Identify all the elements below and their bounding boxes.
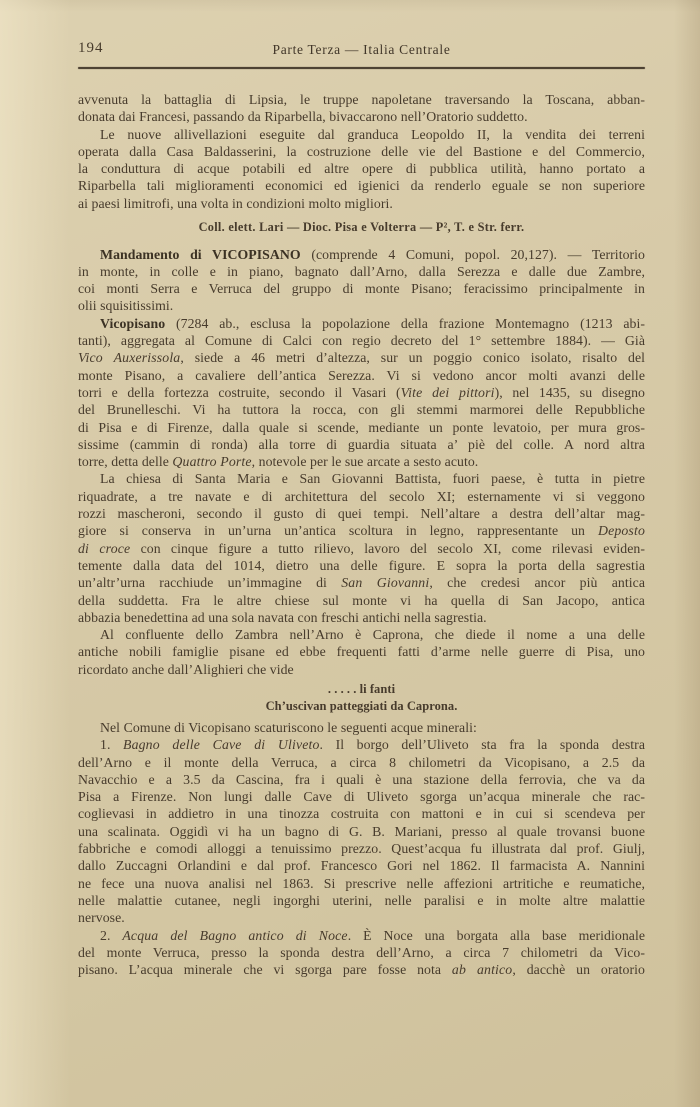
text-line: dell’Arno e il monte della Verruca, a circa 8 chilometri da Vicopisano, a 2.5 da <box>78 754 645 770</box>
text-line: di croce con cinque figure a tutto rilievo, lavoro del secolo XI, come rilevasi eviden- <box>78 540 645 556</box>
text-line: 1. Bagno delle Cave di Uliveto. Il borgo dell’Uliveto sta fra la sponda destra <box>100 737 645 753</box>
vicopisano-paragraph <box>78 315 645 471</box>
acque-minerali-intro <box>78 719 645 736</box>
text-line: Pisa a Firenze. Non lungi dalle Cave di Uliveto sgorga un’acqua minerale che rac- <box>78 789 645 805</box>
header-rule <box>78 67 645 69</box>
text-line: ne fece una nuova analisi nel 1863. Si prescrive nelle affezioni artritiche e reumatiche, <box>78 875 645 891</box>
text-line: olii squisitissimi. <box>78 298 174 314</box>
mandamento-paragraph <box>78 246 645 315</box>
text-line: coi monti Serra e Verruca del gruppo di monte Pisano; feracissimo principalmente in <box>78 281 645 297</box>
text-line: monte Pisano, a cavaliere dell’antica Serezza. Vi si vedono ancor molti avanzi delle <box>78 367 645 383</box>
text-line: Coll. elett. Lari — Dioc. Pisa e Volterra — P², T. e Str. ferr. <box>198 220 525 235</box>
text-line: temente dalla data del 1014, dietro una delle figure. E sopra la porta della sagrestia <box>78 557 645 573</box>
text-line: torre, detta delle Quattro Porte, notevole per le sue arcate a sesto acuto. <box>78 454 479 470</box>
text-line: 2. Acqua del Bagno antico di Noce. È Noce una borgata alla base meridionale <box>100 927 646 943</box>
text-line: nelle malattie cutanee, negli ingorghi uterini, nelle paralisi e in molte altre malattie <box>78 892 645 908</box>
acqua-noce-paragraph <box>78 927 645 979</box>
text-line: sissime (cammin di ronda) alla torre di guardia situata a’ piè del colle. A nord altra <box>78 436 645 452</box>
text-line: nervose. <box>78 910 125 926</box>
text-line: riquadrate, a tre navate e di architettura del secolo XI; esternamente vi si veggono <box>78 488 645 504</box>
text-line: avvenuta la battaglia di Lipsia, le truppe napoletane traversando la Toscana, abban- <box>78 92 645 107</box>
text-line: operata dalla Casa Baldasserini, la costruzione delle vie del Bastione e del Commercio, <box>78 143 645 159</box>
text-line: tanti), aggregata al Comune di Calci con regio decreto del 1° settembre 1884). — Già <box>78 333 645 349</box>
text-line: abbazia benedettina ad una sola navata con freschi antichi nella sagrestia. <box>78 609 487 625</box>
text-line: fabbriche e comodi alloggi a tenuissimo prezzo. Quest’acqua fu illustrata dal prof. Giulj, <box>78 841 645 857</box>
text-line: la conduttura di acque potabili ed altre opere di pubblica utilità, hanno portato a <box>78 161 645 177</box>
chiesa-paragraph <box>78 470 645 626</box>
text-line: torri e della fortezza costruite, secondo il Vasari (Vite dei pittori), nel 1435, su disegno <box>78 384 645 400</box>
text-line: Le nuove allivellazioni eseguite dal granduca Leopoldo II, la vendita dei terreni <box>100 126 645 142</box>
text-line: La chiesa di Santa Maria e San Giovanni Battista, fuori paese, è tutta in pietre <box>100 471 645 487</box>
continuation-paragraph <box>78 91 645 212</box>
page-body-text <box>78 91 645 978</box>
text-line: della suddetta. Fra le altre chiese sul monte vi ha quella di San Jacopo, antica <box>78 592 645 608</box>
text-line: coglievasi in addietro in una tinozza costruita con mattoni e in cui si scendeva per <box>78 806 645 822</box>
text-line: Ch’uscivan patteggiati da Caprona. <box>265 698 458 713</box>
text-line: pisano. L’acqua minerale che vi sgorga pare fosse nota ab antico, dacchè un oratorio <box>78 962 645 978</box>
text-line: Vicopisano (7284 ab., esclusa la popolazione della frazione Montemagno (1213 abi- <box>100 315 645 331</box>
text-line: ai paesi limitrofi, una volta in condizioni molto migliori. <box>78 195 393 211</box>
text-line: del Brunelleschi. Vi ha tuttora la rocca, con gli stemmi marmorei delle Repubbliche <box>78 402 645 418</box>
text-line: giore si conserva in un’urna un’antica scoltura in legno, rappresentante un Deposto <box>78 523 645 539</box>
text-line: del monte Verruca, presso la sponda destra dell’Arno, a circa 7 chilometri da Vico- <box>78 944 645 960</box>
text-line: rozzi mascheroni, secondo il gusto di quei tempi. Nell’altare a destra dell’altar mag- <box>78 506 645 522</box>
text-line: in monte, in colle e in piano, bagnato dall’Arno, dalla Serezza e dalle due Zambre, <box>78 263 645 279</box>
text-line: ricordato anche dall’Alighieri che vide <box>78 661 294 677</box>
text-line: una scalinata. Oggidì vi ha un bagno di G. B. Mariani, presso al quale trovansi buone <box>78 823 645 839</box>
text-line: Riparbella tali miglioramenti economici ed igienici da renderlo eguale se non superiore <box>78 178 645 194</box>
text-line: dallo Zuccagni Orlandini e dal prof. Francesco Gori nel 1862. Il farmacista A. Nannini <box>78 858 645 874</box>
page-number: 194 <box>78 40 104 56</box>
text-line: Vico Auxerissola, siede a 46 metri d’altezza, sur un poggio conico isolato, risalto del <box>78 350 645 366</box>
text-line: di Pisa e di Firenze, dalla quale si scende, mediante un ponte levatoio, per mura gros- <box>78 419 645 435</box>
running-header-title: Parte Terza — Italia Centrale <box>272 42 451 57</box>
text-line: Mandamento di VICOPISANO (comprende 4 Comuni, popol. 20,127). — Territorio <box>100 246 645 262</box>
dante-quote <box>78 681 645 714</box>
text-line: Nel Comune di Vicopisano scaturiscono le seguenti acque minerali: <box>100 720 477 735</box>
text-line: . . . . . li fanti <box>327 682 396 696</box>
text-line: antiche nobili famiglie pisane ed ebbe frequenti fatti d’arme nelle guerre di Pisa, uno <box>78 644 645 660</box>
caprona-paragraph <box>78 626 645 678</box>
text-line: Al confluente dello Zambra nell’Arno è Caprona, che diede il nome a una delle <box>100 627 645 643</box>
text-line: donata dai Francesi, passando da Riparbella, bivaccarono nell’Oratorio suddetto. <box>78 109 528 125</box>
electoral-note <box>78 219 645 236</box>
text-line: Navacchio e a 3.5 da Cascina, fra i quali è una stazione della ferrovia, che va da <box>78 771 645 787</box>
text-line: un’altr’urna racchiude un’immagine di San Giovanni, che credesi ancor più antica <box>78 575 645 591</box>
bagno-uliveto-paragraph <box>78 736 645 926</box>
